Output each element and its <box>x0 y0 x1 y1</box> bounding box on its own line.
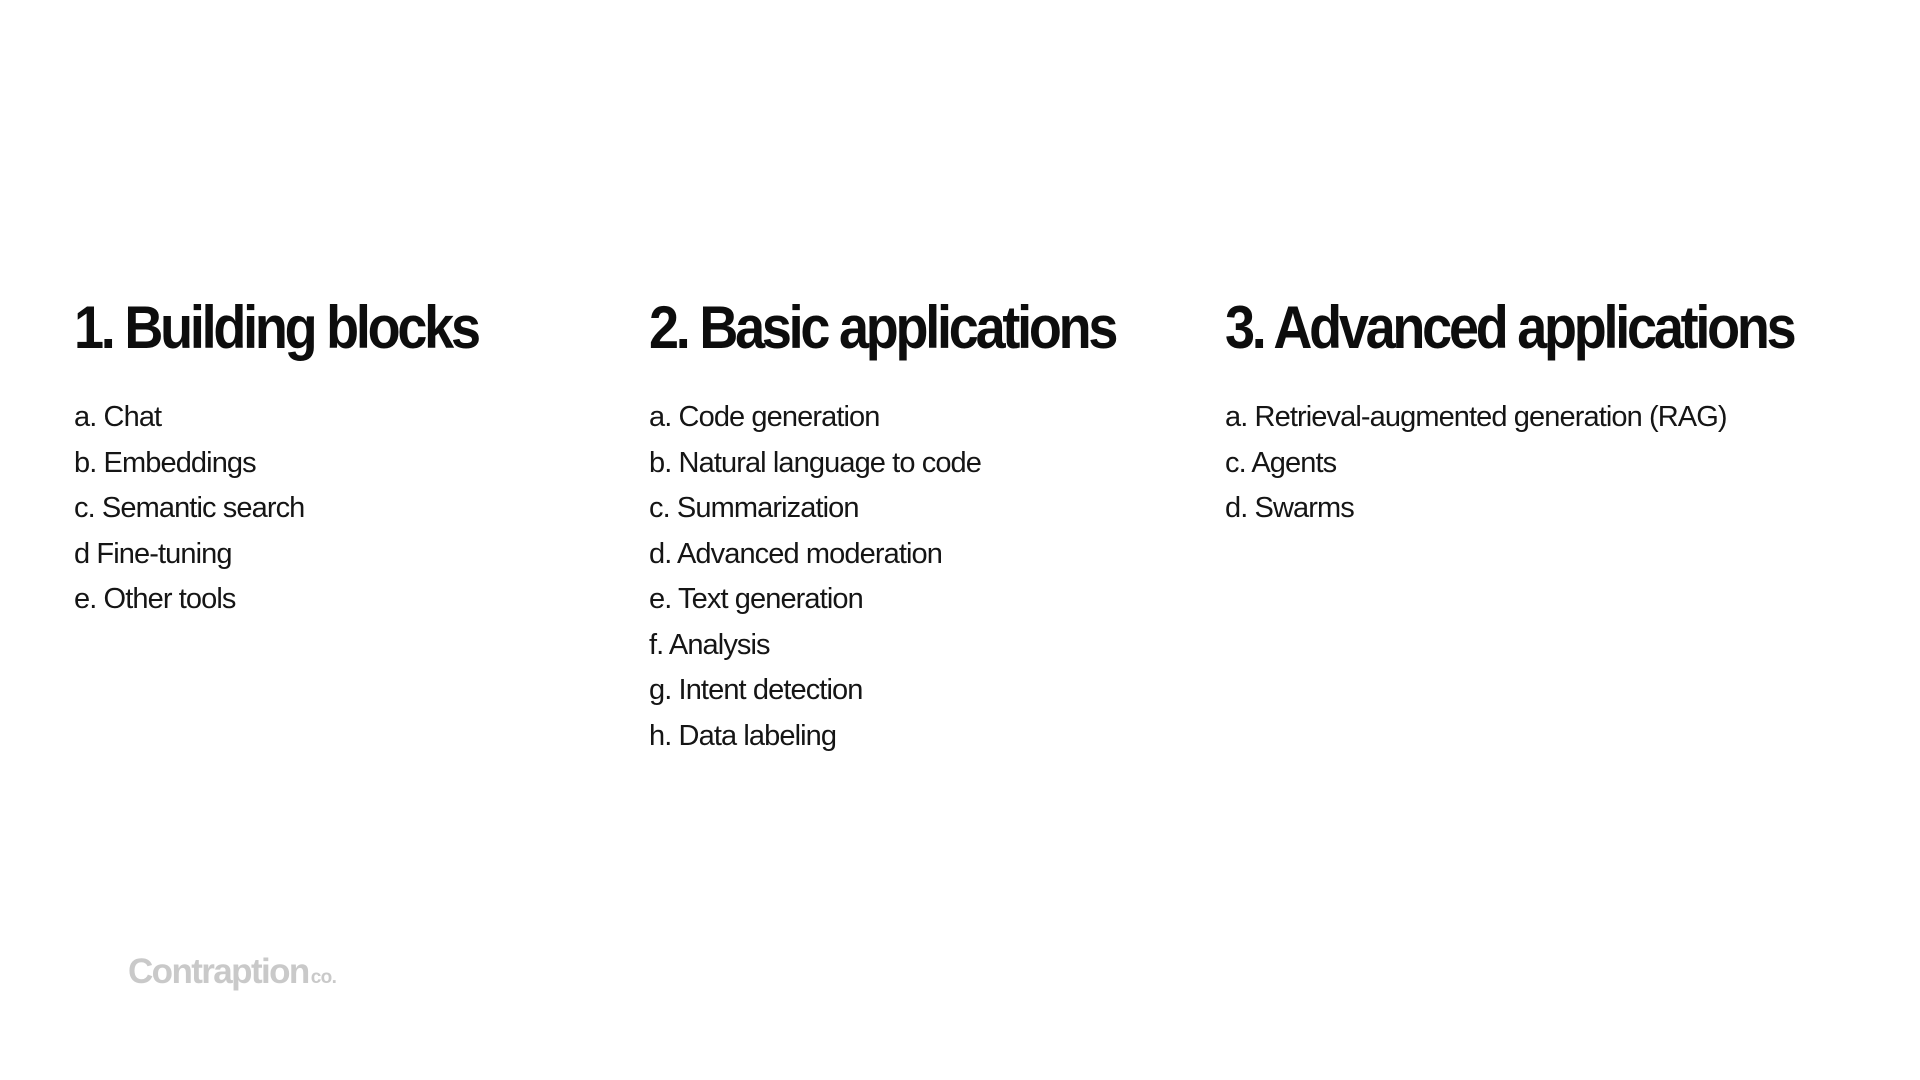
logo-wordmark: Contraption <box>128 952 309 991</box>
list-item: b. Embeddings <box>74 446 256 479</box>
column-building-blocks <box>74 292 634 623</box>
list-item: c. Semantic search <box>74 492 305 524</box>
item-list <box>74 395 634 623</box>
list-item: h. Data labeling <box>649 719 837 752</box>
column-basic-applications <box>649 292 1209 759</box>
list-item: e. Other tools <box>74 583 236 615</box>
section-heading: 1. Building blocks <box>74 294 478 361</box>
list-item: e. Text generation <box>649 583 863 615</box>
list-item: b. Natural language to code <box>649 446 982 479</box>
list-item: d Fine-tuning <box>74 537 232 570</box>
contraption-logo <box>128 952 336 992</box>
list-item: d. Advanced moderation <box>649 537 942 570</box>
list-item: c. Summarization <box>649 492 859 524</box>
list-item: a. Code generation <box>649 401 880 433</box>
list-item: d. Swarms <box>1225 492 1354 524</box>
list-item: c. Agents <box>1225 446 1337 479</box>
list-item: a. Retrieval-augmented generation (RAG) <box>1225 401 1727 433</box>
section-heading: 3. Advanced applications <box>1225 294 1794 361</box>
list-item: f. Analysis <box>649 628 770 661</box>
list-item: g. Intent detection <box>649 674 863 706</box>
item-list <box>1225 395 1785 532</box>
item-list <box>649 395 1209 759</box>
section-heading: 2. Basic applications <box>649 294 1116 361</box>
list-item: a. Chat <box>74 401 162 433</box>
column-advanced-applications <box>1225 292 1794 532</box>
logo-suffix: co. <box>310 967 337 988</box>
